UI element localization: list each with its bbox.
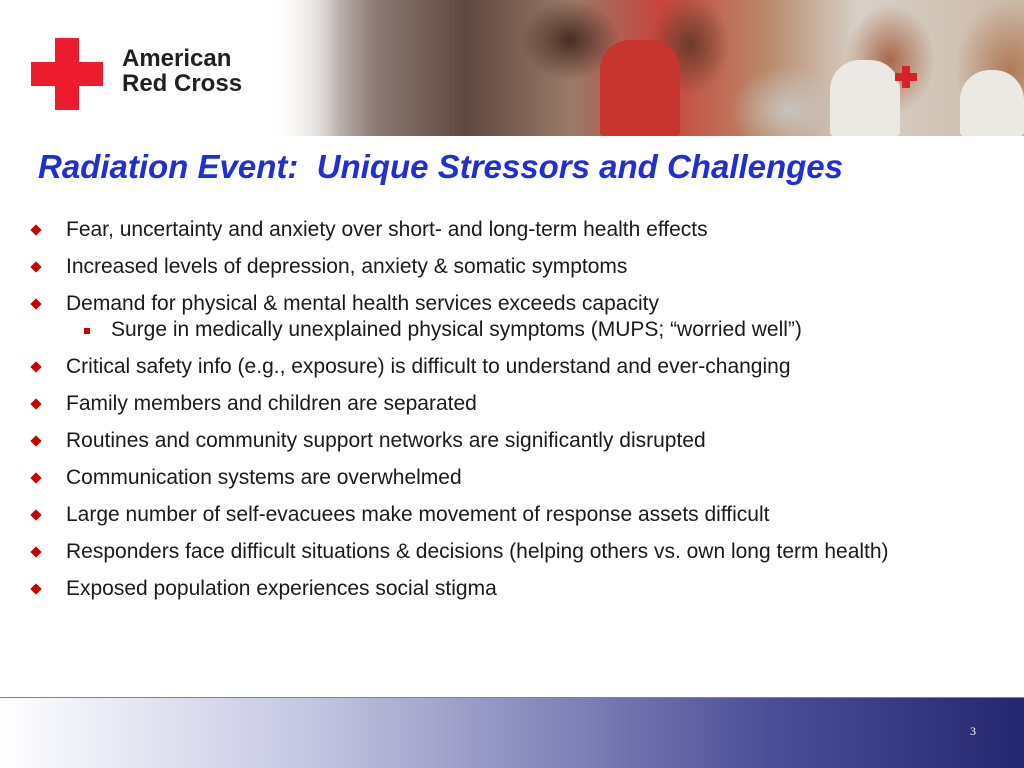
bullet-item bbox=[28, 392, 1008, 416]
bullet-item bbox=[28, 218, 1008, 242]
bullet-text: Critical safety info (e.g., exposure) is difficult to understand and ever-changing bbox=[66, 355, 791, 378]
bullet-text: Fear, uncertainty and anxiety over short- and long-term health effects bbox=[66, 218, 708, 241]
bullet-item bbox=[28, 577, 1008, 601]
bullet-text: Family members and children are separated bbox=[66, 392, 477, 415]
diamond-bullet-icon bbox=[30, 472, 41, 483]
diamond-bullet-icon bbox=[30, 361, 41, 372]
diamond-bullet-icon bbox=[30, 509, 41, 520]
bullet-item bbox=[28, 429, 1008, 453]
slide-header bbox=[0, 0, 1024, 138]
bullet-list bbox=[28, 218, 1008, 614]
bullet-text: Communication systems are overwhelmed bbox=[66, 466, 462, 489]
bullet-item bbox=[28, 466, 1008, 490]
photo-figure bbox=[830, 60, 900, 136]
brand-name-line1: American bbox=[122, 45, 232, 72]
diamond-bullet-icon bbox=[30, 224, 41, 235]
brand-name-line2: Red Cross bbox=[122, 70, 243, 97]
bullet-item bbox=[28, 540, 1008, 564]
slide-title: Radiation Event: Unique Stressors and Challenges bbox=[38, 148, 844, 185]
header-photo-banner bbox=[270, 0, 1024, 136]
square-bullet-icon bbox=[84, 328, 90, 334]
slide-footer bbox=[0, 698, 1024, 768]
bullet-text: Large number of self-evacuees make movement of response assets difficult bbox=[66, 503, 770, 526]
bullet-text: Demand for physical & mental health services exceeds capacity bbox=[66, 292, 659, 315]
bullet-item bbox=[28, 503, 1008, 527]
red-cross-emblem-icon bbox=[895, 66, 917, 88]
red-cross-logo-icon bbox=[31, 38, 103, 110]
photo-figure bbox=[600, 40, 680, 136]
diamond-bullet-icon bbox=[30, 398, 41, 409]
bullet-item bbox=[28, 292, 1008, 342]
diamond-bullet-icon bbox=[30, 261, 41, 272]
bullet-text: Routines and community support networks are significantly disrupted bbox=[66, 429, 706, 452]
diamond-bullet-icon bbox=[30, 583, 41, 594]
diamond-bullet-icon bbox=[30, 435, 41, 446]
bullet-text: Responders face difficult situations & decisions (helping others vs. own long term health) bbox=[66, 540, 889, 563]
diamond-bullet-icon bbox=[30, 298, 41, 309]
diamond-bullet-icon bbox=[30, 546, 41, 557]
photo-figure bbox=[960, 70, 1024, 136]
bullet-text: Exposed population experiences social stigma bbox=[66, 577, 497, 600]
brand-wordmark bbox=[122, 46, 242, 96]
bullet-item bbox=[28, 255, 1008, 279]
bullet-text: Increased levels of depression, anxiety & somatic symptoms bbox=[66, 255, 628, 278]
sub-bullet-list bbox=[66, 318, 1008, 342]
page-number: 3 bbox=[970, 724, 976, 738]
bullet-item bbox=[28, 355, 1008, 379]
sub-bullet-item bbox=[66, 318, 1008, 342]
sub-bullet-text: Surge in medically unexplained physical symptoms (MUPS; “worried well”) bbox=[111, 318, 802, 341]
